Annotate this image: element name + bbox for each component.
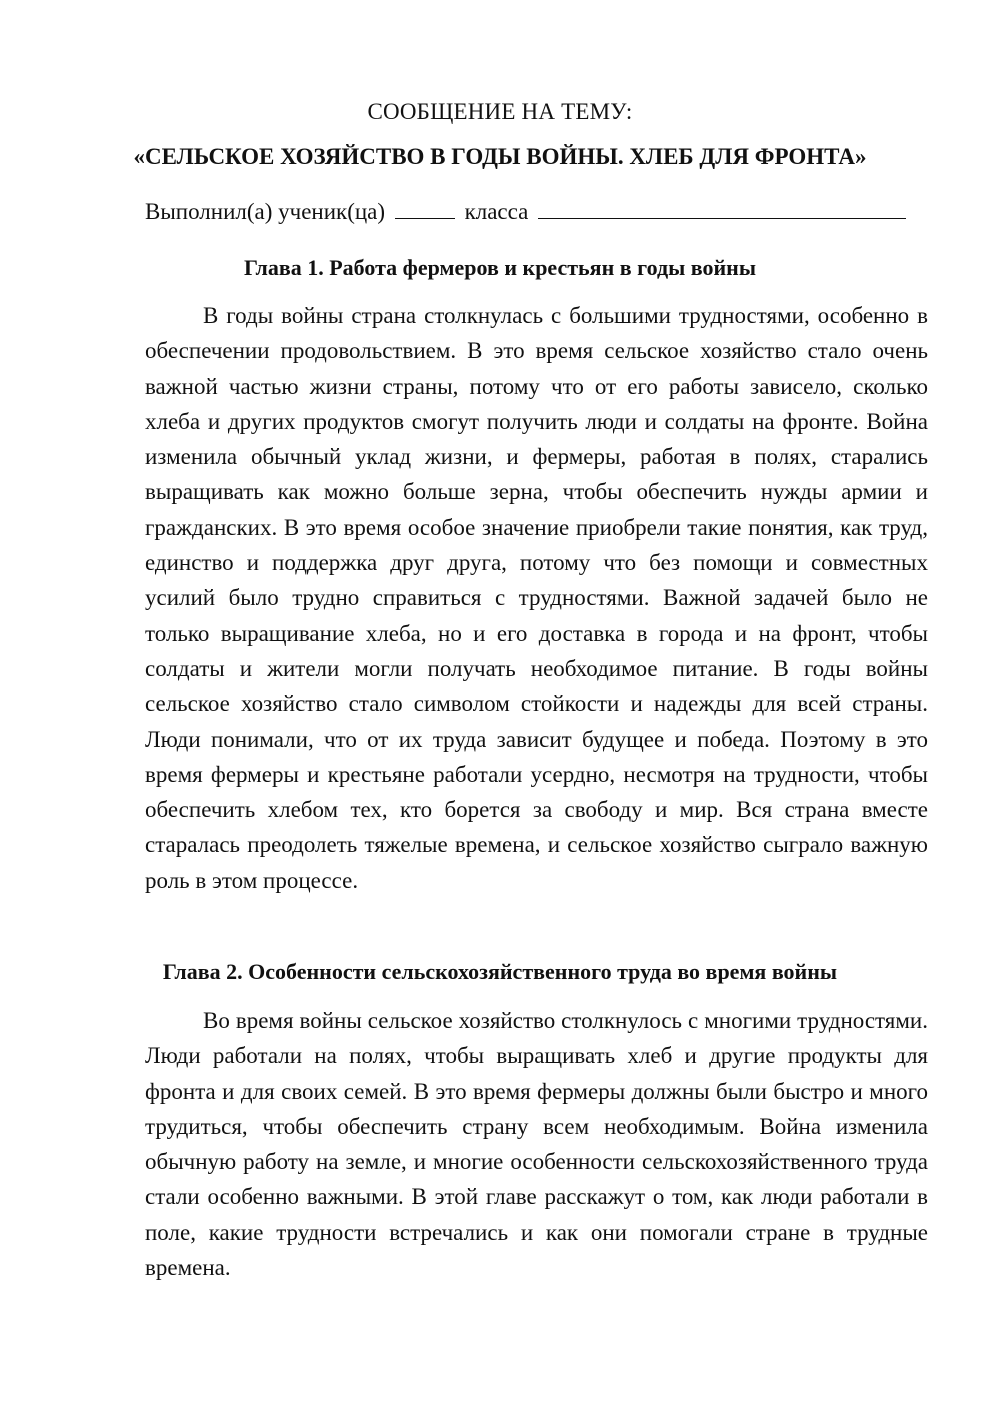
header-line: СООБЩЕНИЕ НА ТЕМУ: xyxy=(367,99,633,124)
chapter-2-paragraph: Во время войны сельское хозяйство столкнулось с многими трудностями. Люди работали на полях, чтобы выращивать хлеб и другие продукты для фронта и для своих семей. В это время фермеры должны были быстро и много трудиться, чтобы обеспечить страну всем необходимым. Война изменила обычную работу на земле, и многие особенности сельскохозяйственного труда стали особенно важными. В этой главе расскажут о том, как люди работали в поле, какие трудности встречались и как они помогали стране в трудные времена. xyxy=(145,1008,928,1281)
chapter-2-heading: Глава 2. Особенности сельскохозяйственного труда во время войны xyxy=(162,959,838,984)
grade-blank-field xyxy=(395,196,455,219)
document-title: «СЕЛЬСКОЕ ХОЗЯЙСТВО В ГОДЫ ВОЙНЫ. ХЛЕБ ДЛЯ ФРОНТА» xyxy=(133,144,867,169)
chapter-1-paragraph: В годы войны страна столкнулась с большими трудностями, особенно в обеспечении продовольствием. В это время сельское хозяйство стало очень важной частью жизни страны, потому что от его работы зависело, сколько хлеба и других продуктов смогут получить люди и солдаты на фронте. Война изменила обычный уклад жизни, и фермеры, работая в полях, старались выращивать как можно больше зерна, чтобы обеспечить нужды армии и гражданских. В это время особое значение приобрели такие понятия, как труд, единство и поддержка друг друга, потому что без помощи и совместных усилий было трудно справиться с трудностями. Важной задачей было не только выращивание хлеба, но и его доставка в города и на фронт, чтобы солдаты и жители могли получать необходимое питание. В годы войны сельское хозяйство стало символом стойкости и надежды для всей страны. Люди понимали, что от их труда зависит будущее и победа. Поэтому в это время фермеры и крестьяне работали усердно, несмотря на трудности, чтобы обеспечить хлебом тех, кто борется за свободу и мир. Вся страна вместе старалась преодолеть тяжелые времена, и сельское хозяйство сыграло важную роль в этом процессе. xyxy=(145,303,928,893)
author-prefix: Выполнил(а) ученик(ца) xyxy=(145,199,386,224)
chapter-1-heading: Глава 1. Работа фермеров и крестьян в годы войны xyxy=(243,255,757,280)
author-line xyxy=(145,196,928,227)
class-label: класса xyxy=(464,199,529,224)
name-blank-field xyxy=(538,196,906,219)
